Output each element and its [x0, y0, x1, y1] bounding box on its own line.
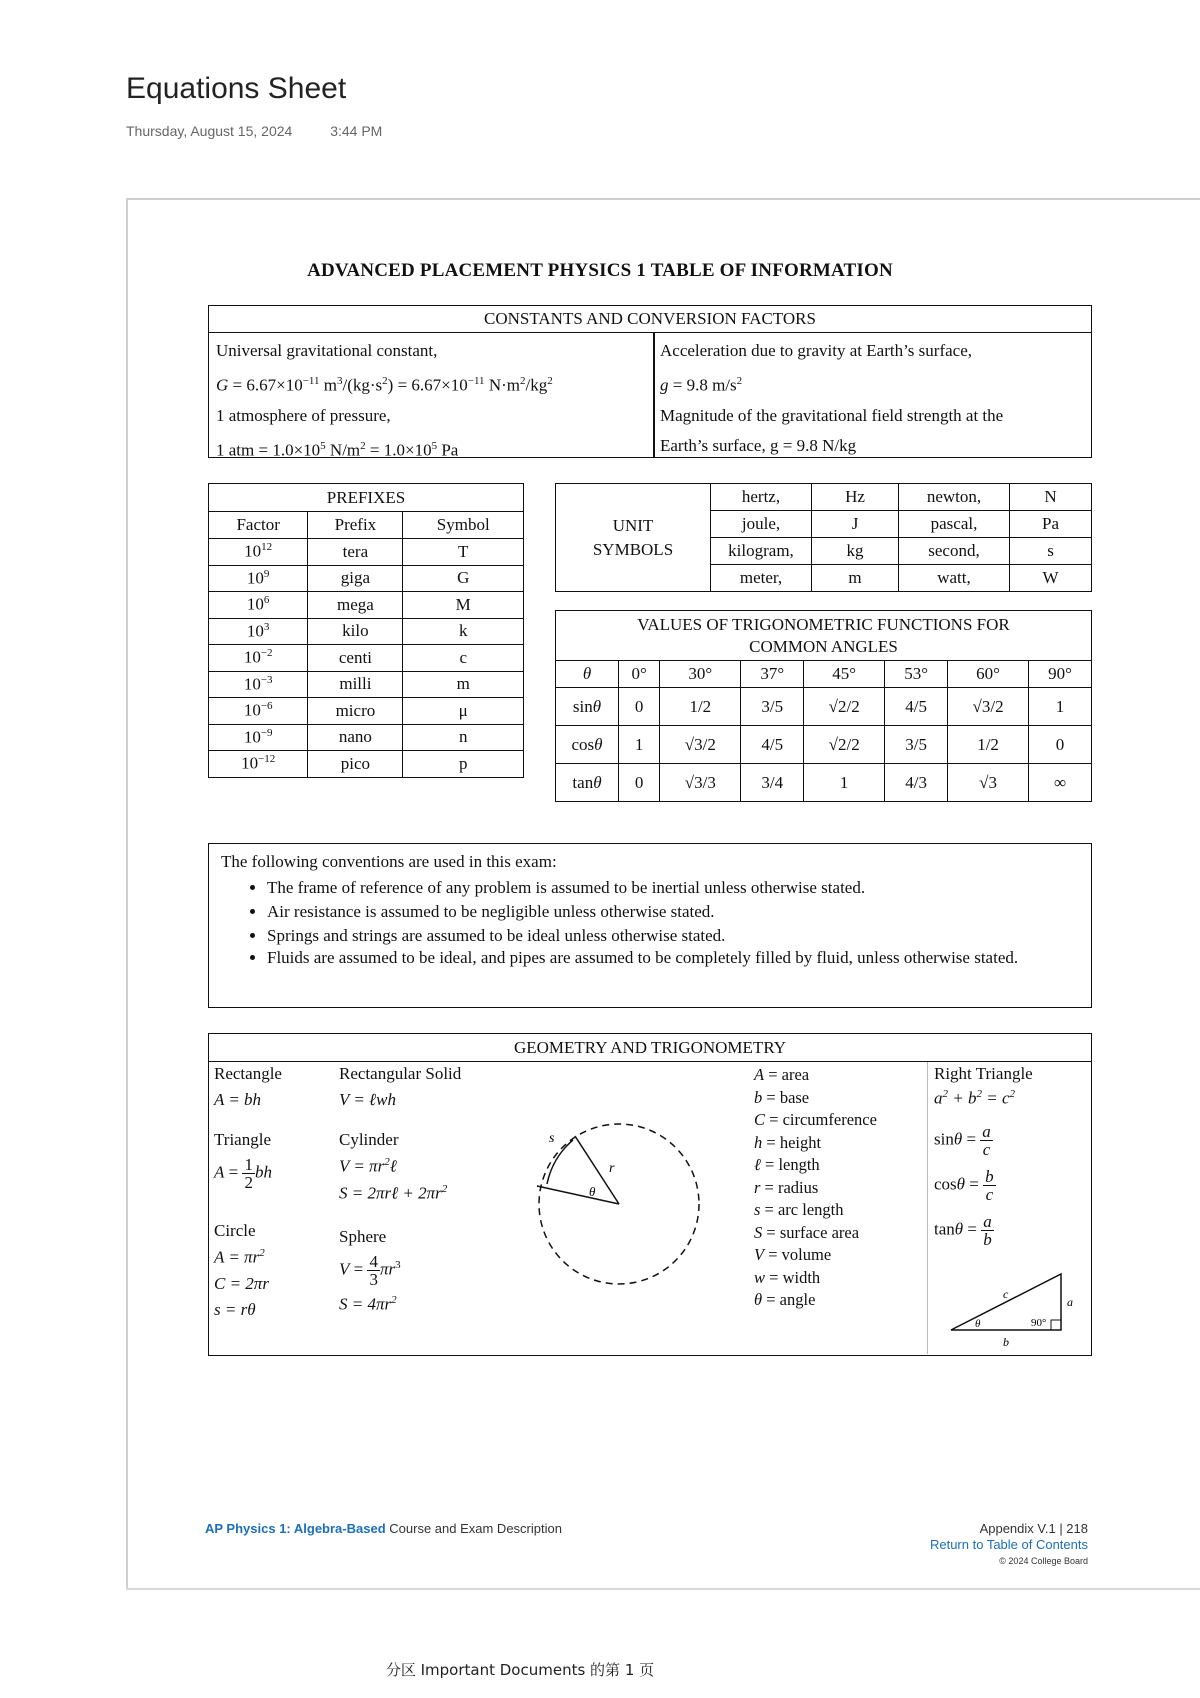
trig-cell: 45° [804, 661, 885, 688]
trig-cell: √3/2 [660, 726, 741, 764]
trig-cell: 1/2 [660, 688, 741, 726]
prefix-name: giga [308, 565, 403, 592]
prefix-name: mega [308, 592, 403, 619]
unit-label-1: UNIT [612, 515, 654, 535]
prefix-row [209, 592, 524, 619]
right-triangle-diagram [939, 1262, 1079, 1352]
unit-name: kilogram, [711, 538, 812, 565]
prefix-row [209, 539, 524, 566]
prefix-symbol: c [403, 645, 524, 672]
trig-header [556, 611, 1092, 661]
trig-cell: 3/5 [741, 688, 804, 726]
legend-item: h = height [754, 1132, 822, 1152]
circle-circumference: C = 2πr [214, 1273, 269, 1293]
arc-length: s = rθ [214, 1299, 256, 1319]
trig-cell: √2/2 [804, 688, 885, 726]
unit-name: hertz, [711, 484, 812, 511]
cylinder-volume: $V = \pi r^2\ell$ [339, 1156, 397, 1176]
prefix-row [209, 724, 524, 751]
trig-cell: √3/2 [948, 688, 1029, 726]
trig-row-label: sinθ [556, 688, 619, 726]
prefixes-table [208, 483, 524, 778]
trig-cell: 4/3 [885, 764, 948, 802]
svg-text:r: r [609, 1161, 615, 1176]
prefix-row [209, 671, 524, 698]
trig-cell: 1 [1029, 688, 1092, 726]
svg-text:b: b [1003, 1335, 1009, 1349]
trig-cell: 37° [741, 661, 804, 688]
sin-formula: sinθ = $\frac{a}{c}$ [934, 1121, 991, 1159]
unit-symbol: kg [812, 538, 899, 565]
legend-item: A = area [754, 1065, 810, 1084]
pythagorean-formula: $a^2 + b^2 = c^2$ [934, 1088, 1016, 1108]
legend-item: V = volume [754, 1245, 832, 1264]
prefix-row [209, 645, 524, 672]
convention-item: • The frame of reference of any problem is assumed to be inertial unless otherwise stated. [267, 876, 1079, 900]
trig-cell: 4/5 [741, 726, 804, 764]
prefix-factor: $10^{-2}$ [209, 645, 308, 672]
trig-cell: 60° [948, 661, 1029, 688]
tan-formula: tanθ = $\frac{a}{b}$ [934, 1211, 992, 1249]
geometry-divider [927, 1062, 928, 1354]
circle-label: Circle [214, 1221, 256, 1240]
atm-label: 1 atmosphere of pressure, [216, 405, 391, 425]
col-prefix: Prefix [308, 512, 403, 539]
constants-right [660, 336, 1088, 461]
field-label: Magnitude of the gravitational field strength at the [660, 405, 1004, 425]
prefix-factor: $10^{-9}$ [209, 724, 308, 751]
prefixes-header: PREFIXES [209, 484, 524, 512]
trig-cell: 0 [619, 764, 660, 802]
constants-box [208, 305, 1092, 458]
rectangle-formula: A = bh [214, 1090, 262, 1109]
prefix-factor: $10^{-6}$ [209, 698, 308, 725]
svg-text:θ: θ [589, 1184, 596, 1199]
grav-label: Universal gravitational constant, [216, 341, 438, 360]
convention-item: • Fluids are assumed to be ideal, and pipes are assumed to be completely filled by fluid, unless otherwise stated. [267, 948, 1079, 968]
unit-symbol: J [812, 511, 899, 538]
trig-cell: 1 [804, 764, 885, 802]
course-desc: Course and Exam Description [389, 1521, 562, 1536]
trig-cell: √3/3 [660, 764, 741, 802]
sphere-surface: $S = 4\pi r^2$ [339, 1294, 397, 1314]
rectangle-label: Rectangle [214, 1064, 282, 1083]
geometry-col-shapes [214, 1064, 282, 1320]
note-meta [126, 123, 382, 139]
prefix-factor: $10^{-12}$ [209, 751, 308, 778]
col-factor: Factor [209, 512, 308, 539]
circle-diagram [529, 1114, 709, 1294]
prefix-symbol: n [403, 724, 524, 751]
appendix-page: Appendix V.1 | 218 [979, 1521, 1088, 1536]
unit-name: second, [899, 538, 1010, 565]
conventions-intro: The following conventions are used in this exam: [221, 852, 557, 871]
accel-label: Acceleration due to gravity at Earth’s surface, [660, 341, 973, 360]
trig-cell: 0 [1029, 726, 1092, 764]
prefix-factor: $10^{-3}$ [209, 671, 308, 698]
right-triangle-label: Right Triangle [934, 1064, 1033, 1083]
triangle-formula: A = $\frac{1}{2}$ bh [214, 1155, 272, 1192]
section-page-label: 分区 Important Documents 的第 1 页 [385, 1661, 655, 1679]
prefix-factor: $10^3$ [209, 618, 308, 645]
trig-cell: √3 [948, 764, 1029, 802]
prefix-factor: $10^6$ [209, 592, 308, 619]
unit-symbol: Pa [1010, 511, 1092, 538]
trig-cell: 1/2 [948, 726, 1029, 764]
legend-item: s = arc length [754, 1200, 844, 1219]
prefix-row [209, 565, 524, 592]
trig-row-tan [556, 764, 1092, 802]
triangle-label: Triangle [214, 1130, 271, 1149]
convention-item: • Springs and strings are assumed to be ideal unless otherwise stated. [267, 924, 1079, 948]
legend-item: S = surface area [754, 1222, 860, 1242]
unit-label-2: SYMBOLS [592, 539, 674, 559]
prefix-row [209, 618, 524, 645]
prefix-symbol: p [403, 751, 524, 778]
prefix-symbol: μ [403, 698, 524, 725]
prefix-symbol: G [403, 565, 524, 592]
circle-area: $A = \pi r^2$ [214, 1247, 265, 1267]
trig-cell: 3/5 [885, 726, 948, 764]
trig-header-1: VALUES OF TRIGONOMETRIC FUNCTIONS FOR [637, 614, 1010, 634]
svg-text:90°: 90° [1031, 1317, 1047, 1329]
document-title: ADVANCED PLACEMENT PHYSICS 1 TABLE OF INFORMATION [307, 260, 893, 281]
legend-item: r = radius [754, 1177, 819, 1197]
trig-cell: √2/2 [804, 726, 885, 764]
rect-solid-formula: V = ℓwh [339, 1090, 396, 1109]
prefix-row [209, 751, 524, 778]
trig-cell: 4/5 [885, 688, 948, 726]
trig-cell: 30° [660, 661, 741, 688]
prefix-factor: $10^{12}$ [209, 539, 308, 566]
prefixes-body [209, 539, 524, 778]
prefix-symbol: M [403, 592, 524, 619]
geometry-box [208, 1033, 1092, 1356]
accel-value: g = 9.8 $m/s^2$ [660, 375, 743, 395]
prefix-symbol: k [403, 618, 524, 645]
trig-cell: 0° [619, 661, 660, 688]
rect-solid-label: Rectangular Solid [339, 1064, 462, 1083]
geometry-col-solids [339, 1064, 461, 1315]
trig-row-cos [556, 726, 1092, 764]
unit-name: pascal, [899, 511, 1010, 538]
legend-item: C = circumference [754, 1110, 877, 1129]
sphere-volume: V = $\frac{4}{3}$ $\pi r^3$ [339, 1252, 401, 1290]
course-name: AP Physics 1: Algebra-Based [205, 1521, 386, 1536]
atm-value: 1 atm = $1.0\times 10^5$ $N/m^2 = 1.0\times 10^5$ Pa [216, 439, 459, 460]
trig-row-label: θ [556, 661, 619, 688]
trig-cell: 3/4 [741, 764, 804, 802]
prefix-name: micro [308, 698, 403, 725]
prefix-row [209, 698, 524, 725]
right-triangle-col [934, 1064, 1033, 1248]
course-footer [205, 1521, 562, 1536]
convention-item: • Air resistance is assumed to be negligible unless otherwise stated. [267, 900, 1079, 924]
grav-value: $G = 6.67\times 10^{-11}$ $m^3/(kg\cdot s^2) = 6.67\times 10^{-11}$ $N\cdot m^2/kg^2$ [216, 375, 553, 395]
legend-item: θ = angle [754, 1290, 816, 1309]
trig-row-label: cosθ [556, 726, 619, 764]
unit-symbols-label [556, 484, 711, 592]
toc-link[interactable]: Return to Table of Contents [929, 1537, 1088, 1552]
trig-cell: 1 [619, 726, 660, 764]
prefix-name: pico [308, 751, 403, 778]
unit-name: newton, [899, 484, 1010, 511]
trig-table [555, 610, 1092, 802]
trig-cell: 90° [1029, 661, 1092, 688]
legend-item: b = base [754, 1087, 810, 1107]
trig-cell: 53° [885, 661, 948, 688]
trig-row-sin [556, 688, 1092, 726]
constants-left [216, 336, 646, 465]
trig-cell: 0 [619, 688, 660, 726]
cylinder-label: Cylinder [339, 1130, 399, 1149]
variable-legend [754, 1064, 877, 1312]
trig-header-2: COMMON ANGLES [749, 636, 898, 656]
note-date: Thursday, August 15, 2024 [126, 123, 293, 139]
page-divider [126, 1588, 1200, 1590]
svg-text:c: c [1003, 1287, 1009, 1301]
cylinder-surface: S = 2πrℓ + $2\pi r^2$ [339, 1182, 448, 1203]
cos-formula: cosθ = $\frac{b}{c}$ [934, 1166, 994, 1204]
unit-symbols-table [555, 483, 1092, 592]
trig-body [556, 661, 1092, 802]
prefix-factor: $10^9$ [209, 565, 308, 592]
prefix-symbol: m [403, 671, 524, 698]
prefix-name: milli [308, 671, 403, 698]
constants-divider [653, 333, 655, 457]
unit-symbol: Hz [812, 484, 899, 511]
svg-text:s: s [549, 1131, 555, 1146]
sphere-label: Sphere [339, 1227, 387, 1247]
unit-name: watt, [899, 565, 1010, 592]
note-title[interactable]: Equations Sheet [126, 72, 347, 105]
unit-name: meter, [711, 565, 812, 592]
svg-text:a: a [1067, 1295, 1073, 1309]
trig-row-label: tanθ [556, 764, 619, 802]
prefix-name: tera [308, 539, 403, 566]
legend-item: w = width [754, 1267, 821, 1287]
trig-cell: ∞ [1029, 764, 1092, 802]
constants-header: CONSTANTS AND CONVERSION FACTORS [209, 306, 1091, 333]
field-value: Earth’s surface, g = 9.8 N/kg [660, 435, 857, 455]
unit-name: joule, [711, 511, 812, 538]
prefix-symbol: T [403, 539, 524, 566]
svg-text:θ: θ [975, 1318, 981, 1330]
prefix-name: nano [308, 724, 403, 751]
copyright: © 2024 College Board [999, 1556, 1088, 1566]
prefix-name: centi [308, 645, 403, 672]
conventions-box [208, 843, 1092, 1008]
geometry-header: GEOMETRY AND TRIGONOMETRY [209, 1034, 1091, 1062]
note-time: 3:44 PM [330, 123, 383, 139]
trig-row-angles [556, 661, 1092, 688]
unit-symbol: W [1010, 565, 1092, 592]
col-symbol: Symbol [403, 512, 524, 539]
unit-symbol: m [812, 565, 899, 592]
appendix-footer [930, 1521, 1088, 1569]
legend-item: ℓ = length [754, 1155, 820, 1174]
prefix-name: kilo [308, 618, 403, 645]
unit-symbol: N [1010, 484, 1092, 511]
unit-symbol: s [1010, 538, 1092, 565]
